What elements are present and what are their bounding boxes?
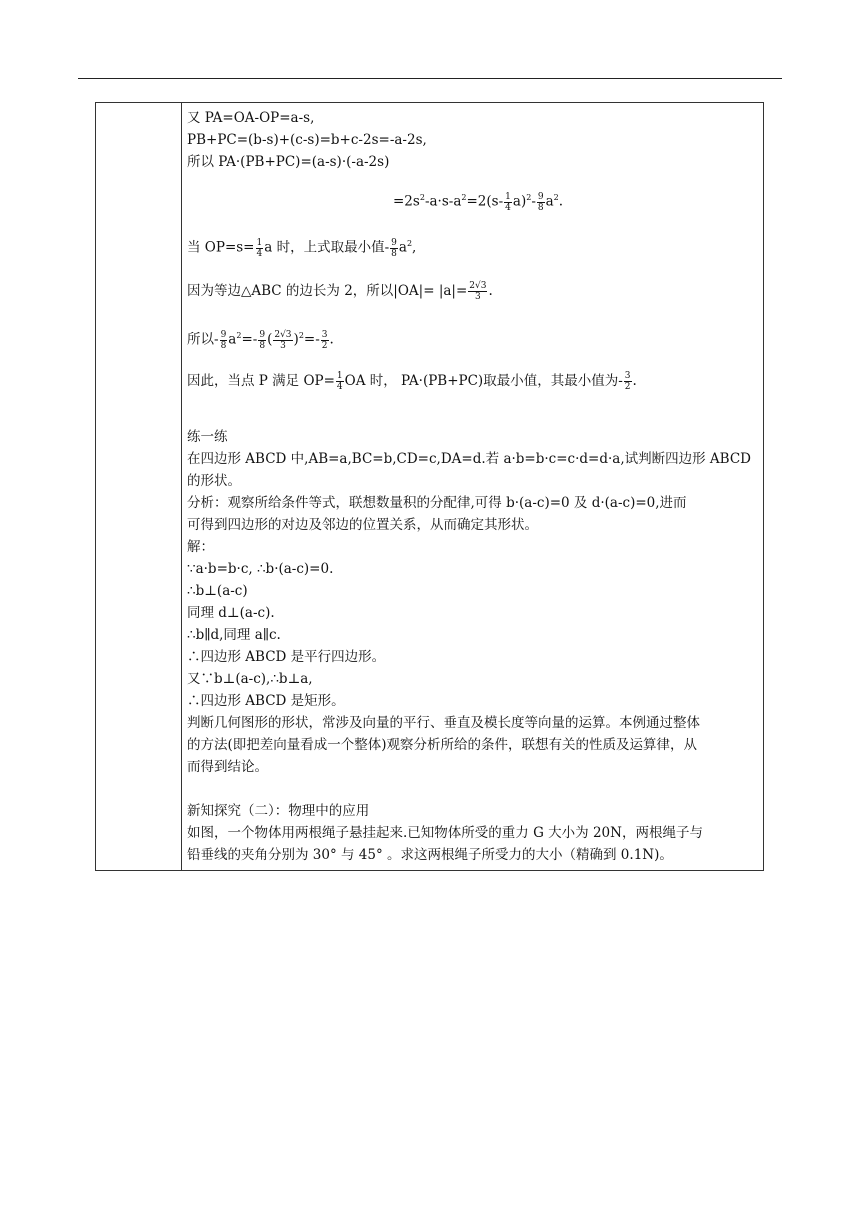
formula-text: ( xyxy=(267,331,273,348)
solution-step-2: ∴b⊥(a-c) xyxy=(187,583,248,599)
table-left-column xyxy=(96,103,182,870)
denominator: 4 xyxy=(505,202,511,213)
fraction xyxy=(504,192,512,213)
formula-text: a xyxy=(228,331,237,348)
superscript: 2 xyxy=(526,193,532,202)
formula-line-1: 又 PA=OA-OP=a-s, xyxy=(187,110,315,126)
formula-line-8 xyxy=(187,371,637,392)
superscript: 2 xyxy=(236,331,242,340)
formula-text: =2(s- xyxy=(466,193,504,210)
superscript: 2 xyxy=(406,239,413,248)
formula-text: 所以- xyxy=(187,331,219,348)
denominator: 2 xyxy=(624,382,631,392)
numerator: 3 xyxy=(321,329,328,340)
lesson-table xyxy=(95,102,764,871)
fraction xyxy=(256,238,264,259)
numerator: 2√3 xyxy=(469,281,487,291)
fraction xyxy=(390,238,398,259)
numerator: 9 xyxy=(220,329,227,340)
explore-problem-line-1: 如图，一个物体用两根绳子悬挂起来.已知物体所受的重力 G 大小为 20N，两根绳子与 xyxy=(187,825,703,841)
numerator: 9 xyxy=(537,191,544,202)
formula-text: 因为等边△ABC 的边长为 2，所以|OA|= |a|= xyxy=(187,283,468,299)
formula-text: =- xyxy=(303,331,320,348)
conclusion-line-2: 的方法(即把差向量看成一个整体)观察分析所给的条件，联想有关的性质及运算律，从 xyxy=(187,737,698,753)
superscript: 2 xyxy=(553,193,559,202)
solution-step-6: 又∵b⊥(a-c),∴b⊥a, xyxy=(187,671,313,687)
superscript: 2 xyxy=(298,331,304,340)
numerator: 9 xyxy=(391,237,397,248)
practice-heading: 练一练 xyxy=(187,429,228,445)
formula-text: a) xyxy=(512,193,527,210)
formula-line-5 xyxy=(187,235,416,259)
superscript: 2 xyxy=(461,193,467,202)
formula-text: . xyxy=(488,283,493,299)
denominator: 8 xyxy=(259,340,266,351)
explore-heading: 新知探究（二）：物理中的应用 xyxy=(187,803,370,819)
fraction xyxy=(468,281,487,302)
denominator: 3 xyxy=(280,340,286,351)
formula-line-2: PB+PC=(b-s)+(c-s)=b+c-2s=-a-2s, xyxy=(187,132,427,148)
denominator: 4 xyxy=(256,248,263,259)
denominator: 8 xyxy=(220,340,227,351)
fraction xyxy=(537,192,545,213)
conclusion-line-3: 而得到结论。 xyxy=(187,759,268,775)
denominator: 2 xyxy=(321,340,328,351)
formula-text: , xyxy=(412,239,417,256)
numerator: 9 xyxy=(259,329,266,340)
practice-problem-line-2: 的形状。 xyxy=(187,473,241,489)
denominator: 3 xyxy=(475,292,481,302)
formula-text: ) xyxy=(293,331,299,348)
formula-text: =2s xyxy=(393,193,420,210)
fraction xyxy=(321,330,329,351)
denominator: 8 xyxy=(537,202,544,213)
solution-label: 解： xyxy=(187,539,214,555)
solution-step-7: ∴四边形 ABCD 是矩形。 xyxy=(187,693,345,709)
analysis-line-1: 分析：观察所给条件等式，联想数量积的分配律,可得 b·(a-c)=0 及 d·(a-c)=0,进而 xyxy=(187,495,687,511)
solution-step-3: 同理 d⊥(a-c). xyxy=(187,605,275,621)
formula-line-3: 所以 PA·(PB+PC)=(a-s)·(-a-2s) xyxy=(187,154,390,170)
formula-text: 因此，当点 P 满足 OP= xyxy=(187,373,335,389)
numerator: 1 xyxy=(505,191,511,202)
fraction xyxy=(624,371,632,392)
formula-line-4 xyxy=(393,189,563,213)
superscript: 2 xyxy=(419,193,425,202)
numerator: 1 xyxy=(336,371,343,381)
numerator: 2√3 xyxy=(274,329,292,340)
header-rule xyxy=(78,78,782,79)
formula-line-6 xyxy=(187,281,493,302)
formula-text: . xyxy=(558,193,564,210)
denominator: 4 xyxy=(336,382,343,392)
formula-text: =- xyxy=(241,331,258,348)
conclusion-line-1: 判断几何图形的形状，常涉及向量的平行、垂直及模长度等向量的运算。本例通过整体 xyxy=(187,715,700,731)
solution-step-1: ∵a·b=b·c, ∴b·(a-c)=0. xyxy=(187,561,334,577)
formula-text: . xyxy=(632,373,637,389)
fraction xyxy=(336,371,344,392)
practice-problem-line-1: 在四边形 ABCD 中,AB=a,BC=b,CD=c,DA=d.若 a·b=b·c=c·d=d·a,试判断四边形 ABCD xyxy=(187,451,751,467)
formula-text: a 时，上式取最小值- xyxy=(264,239,390,256)
formula-text: -a·s-a xyxy=(424,193,462,210)
formula-text: a xyxy=(398,239,407,256)
explore-problem-line-2: 铅垂线的夹角分别为 30° 与 45° 。求这两根绳子所受力的大小（精确到 0.1N)。 xyxy=(187,847,673,863)
formula-text: . xyxy=(329,331,334,348)
formula-text: OA 时， PA·(PB+PC)取最小值，其最小值为- xyxy=(344,373,623,389)
fraction xyxy=(220,330,228,351)
solution-step-5: ∴四边形 ABCD 是平行四边形。 xyxy=(187,649,386,665)
numerator: 3 xyxy=(624,371,631,381)
formula-text: a xyxy=(545,193,554,210)
solution-step-4: ∴b∥d,同理 a∥c. xyxy=(187,627,281,643)
analysis-line-2: 可得到四边形的对边及邻边的位置关系，从而确定其形状。 xyxy=(187,517,538,533)
fraction xyxy=(273,330,292,351)
fraction xyxy=(258,330,266,351)
denominator: 8 xyxy=(391,248,397,259)
numerator: 1 xyxy=(256,237,263,248)
formula-text: 当 OP=s= xyxy=(187,239,255,256)
formula-line-7 xyxy=(187,327,334,351)
formula-text: - xyxy=(531,193,536,210)
